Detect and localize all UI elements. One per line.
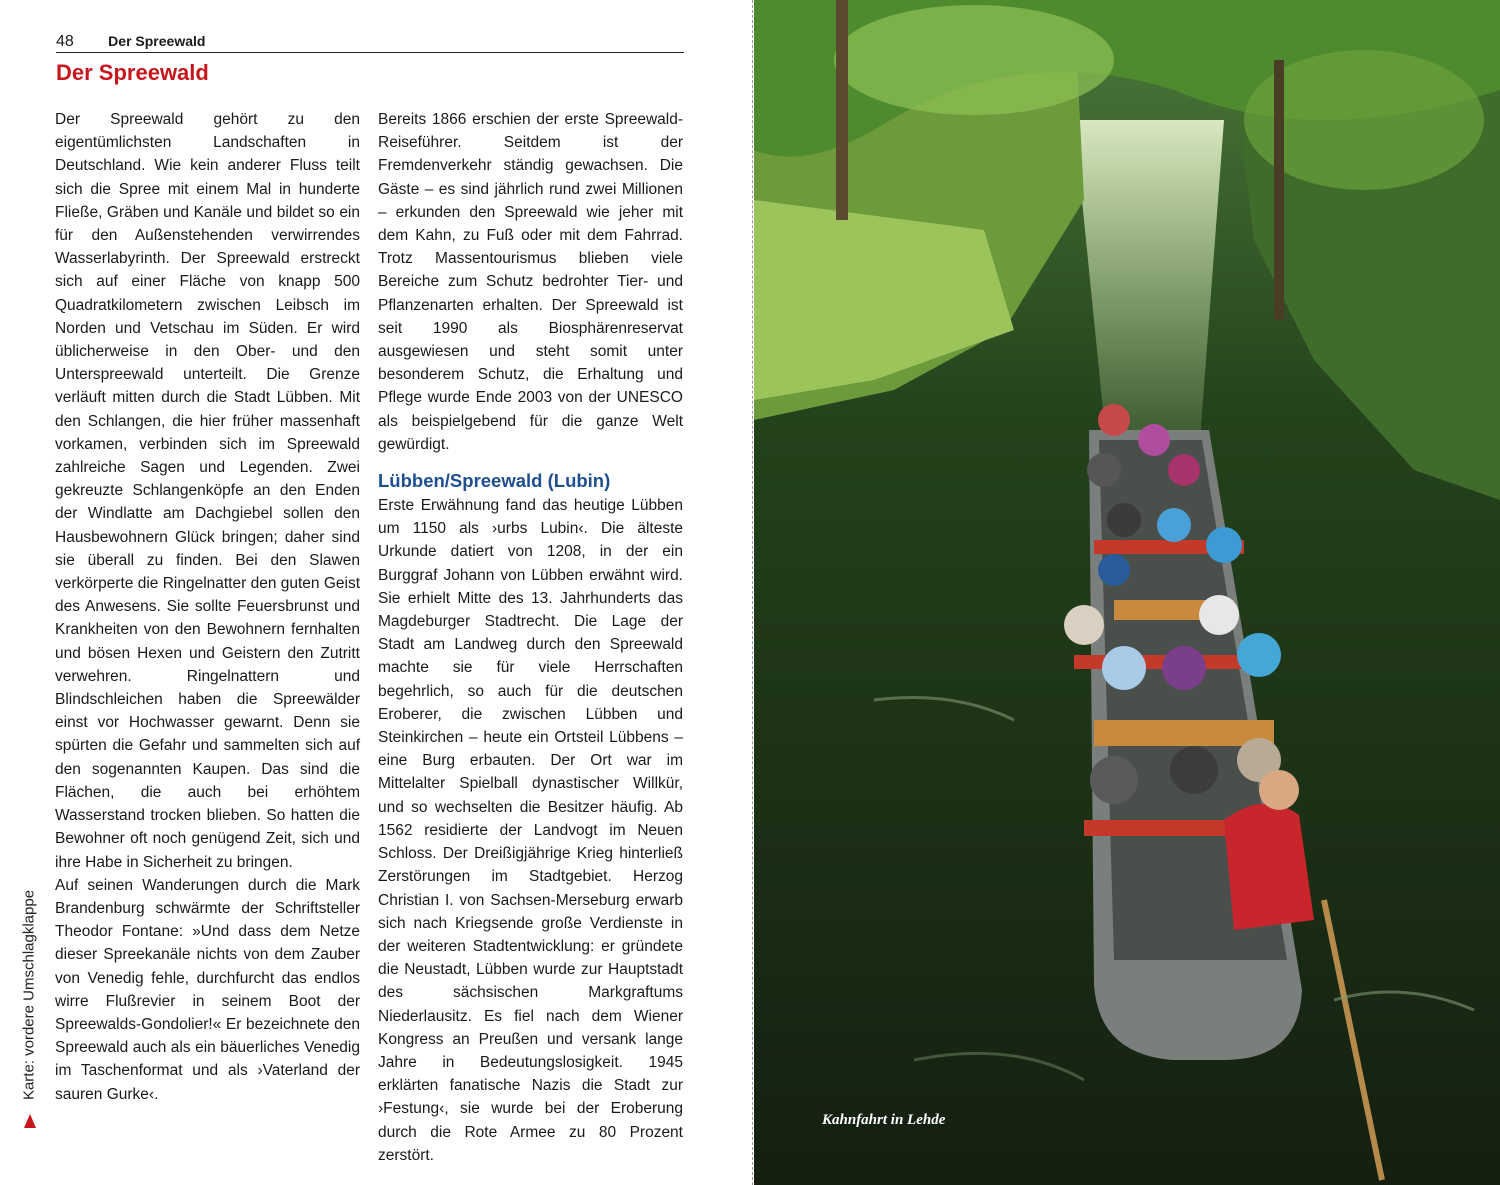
passenger — [1168, 454, 1200, 486]
paragraph: Bereits 1866 erschien der erste Spreewald-Reiseführer. Seitdem ist der Fremdenverkehr ständig gewachsen. Die Gäste – es sind jährlich rund zwei Millionen – erkunden den Spreewald wie jeher mit dem Kahn, zu Fuß oder mit dem Fahrrad. Trotz Massentourismus blieben viele Bereiche zum Schutz bedrohter Tier- und Pflanzenarten erhalten. Der Spreewald ist seit 1990 als Biosphärenreservat ausgewiesen und steht somit unter besonderem Schutz, die Erhaltung und Pflege wurde Ende 2003 von der UNESCO als beispielgebend für die ganze Welt gewürdigt. — [378, 111, 683, 453]
paragraph: Auf seinen Wanderungen durch die Mark Brandenburg schwärmte der Schriftsteller Theodor Fontane: »Und dass dem Netze dieser Spreekanäle nichts von dem Zauber von Venedig fehle, durchfurcht das endlos wirre Flußrevier in seinem Boot der Spreewalds-Gondolier!« Er bezeichnete den Spreewald auch als ein bäuerliches Venedig im Taschenformat und als ›Vaterland der sauren Gurke‹. — [55, 876, 360, 1103]
boatman-head — [1259, 770, 1299, 810]
tree-trunk — [836, 0, 848, 220]
text-column-2 — [378, 108, 683, 1167]
chapter-title: Der Spreewald — [56, 60, 209, 85]
foliage-highlight — [834, 5, 1114, 115]
running-title: Der Spreewald — [108, 33, 206, 49]
paragraph: Erste Erwähnung fand das heutige Lübben um 1150 als ›urbs Lubin‹. Die älteste Urkunde datiert von 1208, in der ein Burggraf Johann von Lübben erwähnt wird. Sie erhielt Mitte des 13. Jahrhunderts das Magdeburger Stadtrecht. Die Lage der Stadt am Landweg durch den Spreewald machte sie für viele Herrschaften begehrlich, so auch für die deutschen Eroberer, die zwischen Lübben und Steinkirchen – heute ein Ortsteil Lübbens – eine Burg erbauten. Der Ort war im Mittelalter Spielball dynastischer Willkür, und so wechselten die Besitzer häufig. Ab 1562 residierte der Landvogt im Neuen Schloss. Der Dreißigjährige Krieg hinterließ Zerstörungen im Stadtgebiet. Herzog Christian I. von Sachsen-Merseburg erwarb sich nach Kriegsende große Verdienste in der weiteren Stadtentwicklung: er gründete die Neustadt, Lübben wurde zur Hauptstadt des sächsischen Markgraftums Niederlausitz. Es fiel nach dem Wiener Kongress an Preußen und versank lange Jahre in Bedeutungslosigkeit. 1945 erklärten fanatische Nazis die Stadt zur ›Festung‹, sie wurde bei der Eroberung durch die Rote Armee zu 80 Prozent zerstört. — [378, 497, 683, 1164]
map-reference — [18, 860, 40, 1130]
passenger — [1098, 404, 1130, 436]
passenger — [1157, 508, 1191, 542]
section-heading: Lübben/Spreewald (Lubin) — [378, 470, 611, 492]
passenger — [1237, 633, 1281, 677]
triangle-marker-icon — [24, 1114, 36, 1128]
photo-caption: Kahnfahrt in Lehde — [822, 1112, 946, 1128]
passenger — [1087, 453, 1121, 487]
passenger — [1098, 554, 1130, 586]
photo-kahnfahrt — [754, 0, 1500, 1185]
passenger — [1107, 503, 1141, 537]
passenger — [1162, 646, 1206, 690]
passenger — [1138, 424, 1170, 456]
passenger — [1102, 646, 1146, 690]
passenger — [1206, 527, 1242, 563]
page-gutter — [752, 0, 753, 1185]
passenger — [1064, 605, 1104, 645]
paragraph: Der Spreewald gehört zu den eigentümlichsten Landschaften in Deutschland. Wie kein anderer Fluss teilt sich die Spree mit einem Mal in hunderte Fließe, Gräben und Kanäle und bildet so ein für den Außenstehenden verwirrendes Wasserlabyrinth. Der Spreewald erstreckt sich auf einer Fläche von knapp 500 Quadratkilometern zwischen Leibsch im Norden und Vetschau im Süden. Er wird üblicherweise in den Ober- und den Unterspreewald unterteilt. Die Grenze verläuft mitten durch die Stadt Lübben. Mit den Schlangen, die hier früher massenhaft vorkamen, verbinden sich im Spreewald zahlreiche Sagen und Legenden. Zwei gekreuzte Schlangenköpfe an den Enden der Windlatte am Dachgiebel sollen den Hausbewohnern Glück bringen; daher sind sie überall zu finden. Bei den Slawen verkörperte die Ringelnatter den guten Geist des Anwesens. Sie sollte Feuersbrunst und Krankheiten von den Bewohnern fernhalten und bösen Hexen und Geistern den Zutritt verwehren. Ringelnattern und Blindschleichen haben die Spreewälder einst vor Hochwasser gewarnt. Denn sie spürten die Gefahr und sammelten sich auf den sogenannten Kaupen. Das sind die Flächen, die auch bei erhöhtem Wasserstand trocken blieben. So hatten die Bewohner oft noch genügend Zeit, sich und ihre Habe in Sicherheit zu bringen. — [55, 111, 361, 871]
text-column-1 — [55, 108, 360, 1106]
page-number: 48 — [56, 33, 74, 50]
map-reference-label: Karte: vordere Umschlagklappe — [20, 889, 38, 1101]
passenger — [1199, 595, 1239, 635]
passenger — [1090, 756, 1138, 804]
passenger — [1170, 746, 1218, 794]
running-header — [56, 30, 684, 53]
tree-trunk — [1274, 60, 1284, 320]
